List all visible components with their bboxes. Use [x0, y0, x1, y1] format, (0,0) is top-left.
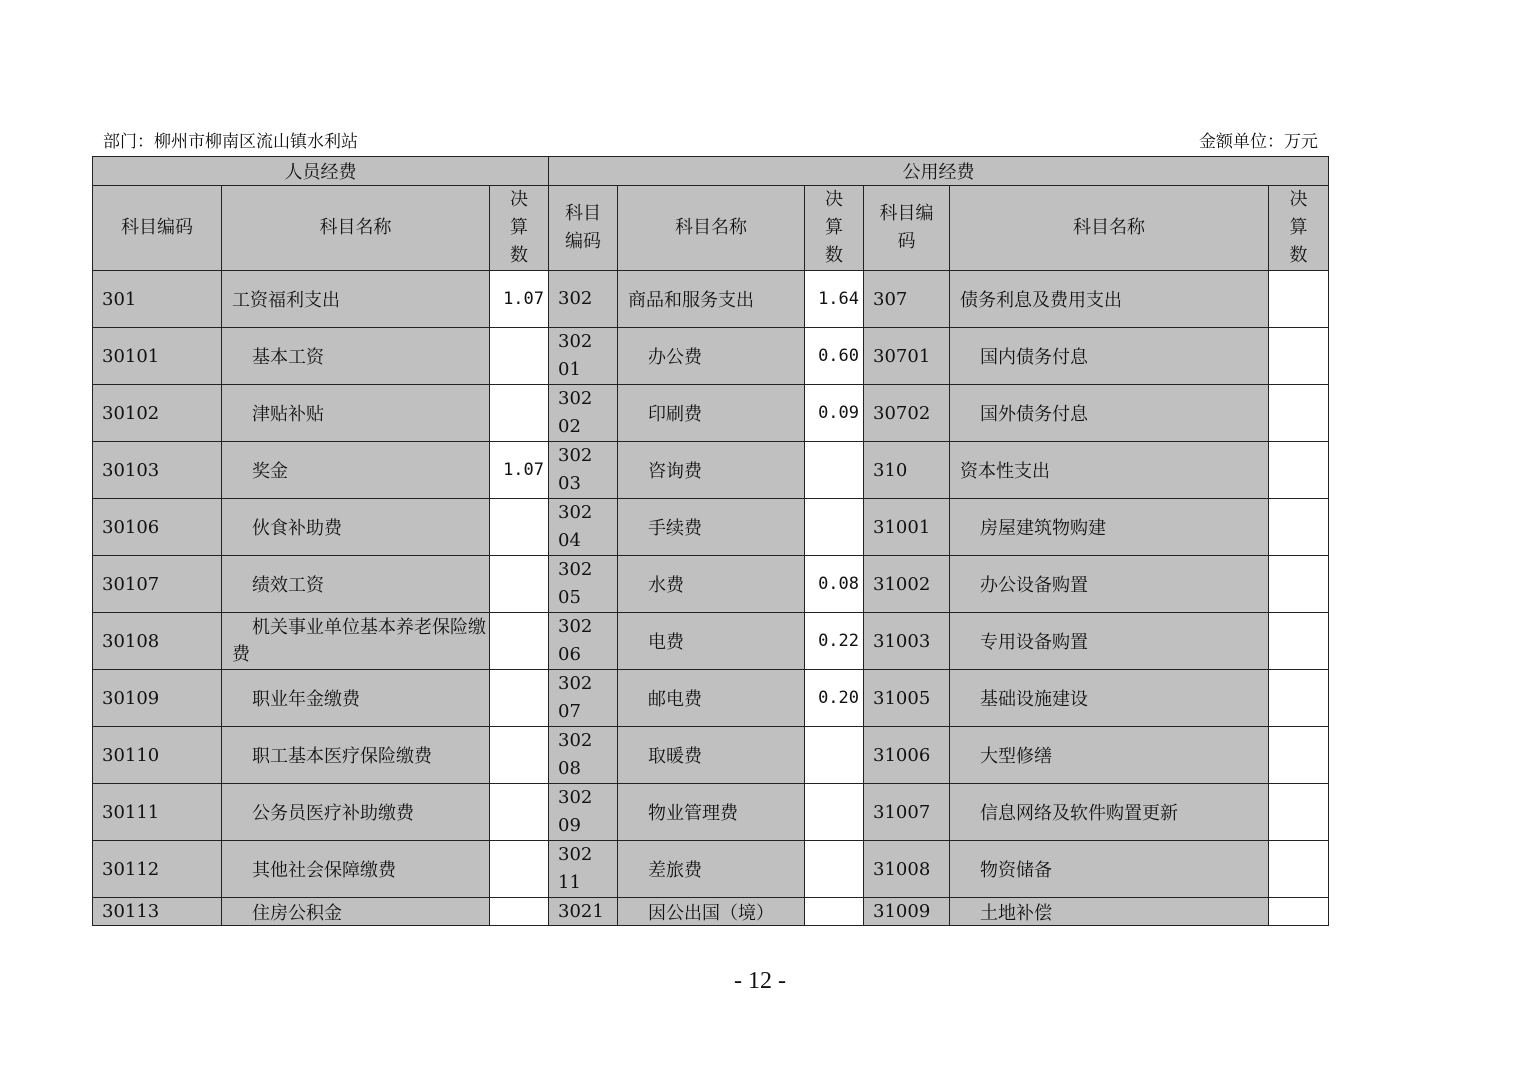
header-personnel-code: 科目编码 [93, 186, 222, 271]
personnel-name: 奖金 [222, 442, 490, 499]
other-code: 307 [864, 271, 950, 328]
page-number: - 12 - [734, 968, 786, 994]
other-code: 31009 [864, 898, 950, 926]
amount-unit-label: 金额单位：万元 [1199, 132, 1318, 152]
other-name: 办公设备购置 [950, 556, 1269, 613]
personnel-name: 职业年金缴费 [222, 670, 490, 727]
other-amount [1269, 841, 1329, 898]
personnel-name: 公务员医疗补助缴费 [222, 784, 490, 841]
personnel-code: 30113 [93, 898, 222, 926]
personnel-amount [490, 328, 549, 385]
other-amount [1269, 271, 1329, 328]
personnel-amount [490, 613, 549, 670]
public-amount: 1.64 [805, 271, 864, 328]
header-personnel-amount: 决算数 [490, 186, 549, 271]
table-row [93, 898, 1329, 926]
other-name: 国外债务付息 [950, 385, 1269, 442]
public-code: 30205 [549, 556, 618, 613]
public-name: 邮电费 [618, 670, 805, 727]
personnel-amount [490, 898, 549, 926]
personnel-code: 30106 [93, 499, 222, 556]
other-name: 基础设施建设 [950, 670, 1269, 727]
other-name: 土地补偿 [950, 898, 1269, 926]
personnel-code: 30111 [93, 784, 222, 841]
personnel-name: 住房公积金 [222, 898, 490, 926]
personnel-amount: 1.07 [490, 442, 549, 499]
header-other-amount: 决算数 [1269, 186, 1329, 271]
section-public: 公用经费 [549, 157, 1329, 186]
other-name: 专用设备购置 [950, 613, 1269, 670]
public-code: 30211 [549, 841, 618, 898]
header-personnel-name: 科目名称 [222, 186, 490, 271]
personnel-name: 伙食补助费 [222, 499, 490, 556]
personnel-name: 职工基本医疗保险缴费 [222, 727, 490, 784]
public-name: 取暖费 [618, 727, 805, 784]
personnel-code: 30102 [93, 385, 222, 442]
personnel-name: 基本工资 [222, 328, 490, 385]
public-name: 物业管理费 [618, 784, 805, 841]
personnel-amount: 1.07 [490, 271, 549, 328]
public-name: 差旅费 [618, 841, 805, 898]
other-amount [1269, 898, 1329, 926]
public-code: 30209 [549, 784, 618, 841]
public-name: 因公出国（境） [618, 898, 805, 926]
header-public-name: 科目名称 [618, 186, 805, 271]
public-code: 30207 [549, 670, 618, 727]
personnel-amount [490, 670, 549, 727]
table-row [93, 442, 1329, 499]
public-amount [805, 841, 864, 898]
personnel-amount [490, 499, 549, 556]
other-amount [1269, 385, 1329, 442]
other-code: 31002 [864, 556, 950, 613]
personnel-code: 30108 [93, 613, 222, 670]
other-name: 房屋建筑物购建 [950, 499, 1269, 556]
other-amount [1269, 670, 1329, 727]
personnel-amount [490, 556, 549, 613]
section-header-row [93, 157, 1329, 186]
other-code: 30702 [864, 385, 950, 442]
column-header-row [93, 186, 1329, 271]
table-row [93, 613, 1329, 670]
budget-table [92, 156, 1329, 926]
public-code: 30208 [549, 727, 618, 784]
public-name: 办公费 [618, 328, 805, 385]
table-row [93, 784, 1329, 841]
personnel-code: 301 [93, 271, 222, 328]
other-code: 30701 [864, 328, 950, 385]
section-personnel: 人员经费 [93, 157, 549, 186]
other-amount [1269, 613, 1329, 670]
table-row [93, 670, 1329, 727]
other-amount [1269, 499, 1329, 556]
table-row [93, 556, 1329, 613]
other-name: 资本性支出 [950, 442, 1269, 499]
public-code: 3021 [549, 898, 618, 926]
table-row [93, 271, 1329, 328]
public-name: 水费 [618, 556, 805, 613]
other-code: 31007 [864, 784, 950, 841]
other-code: 31008 [864, 841, 950, 898]
personnel-amount [490, 385, 549, 442]
other-amount [1269, 727, 1329, 784]
public-name: 电费 [618, 613, 805, 670]
public-amount [805, 442, 864, 499]
other-name: 国内债务付息 [950, 328, 1269, 385]
personnel-code: 30103 [93, 442, 222, 499]
department-label: 部门：柳州市柳南区流山镇水利站 [103, 132, 358, 152]
header-other-name: 科目名称 [950, 186, 1269, 271]
table-row [93, 328, 1329, 385]
public-amount: 0.20 [805, 670, 864, 727]
other-code: 310 [864, 442, 950, 499]
public-amount: 0.22 [805, 613, 864, 670]
other-name: 信息网络及软件购置更新 [950, 784, 1269, 841]
personnel-amount [490, 727, 549, 784]
other-amount [1269, 556, 1329, 613]
public-amount [805, 499, 864, 556]
personnel-name: 绩效工资 [222, 556, 490, 613]
personnel-name: 津贴补贴 [222, 385, 490, 442]
public-name: 商品和服务支出 [618, 271, 805, 328]
other-code: 31001 [864, 499, 950, 556]
public-amount [805, 898, 864, 926]
public-amount [805, 784, 864, 841]
other-name: 债务利息及费用支出 [950, 271, 1269, 328]
public-name: 手续费 [618, 499, 805, 556]
table-row [93, 727, 1329, 784]
public-code: 30204 [549, 499, 618, 556]
other-name: 大型修缮 [950, 727, 1269, 784]
public-code: 30201 [549, 328, 618, 385]
table-row [93, 841, 1329, 898]
public-amount [805, 727, 864, 784]
public-code: 30203 [549, 442, 618, 499]
other-name: 物资储备 [950, 841, 1269, 898]
personnel-name: 工资福利支出 [222, 271, 490, 328]
personnel-amount [490, 841, 549, 898]
personnel-amount [490, 784, 549, 841]
public-amount: 0.09 [805, 385, 864, 442]
personnel-name: 机关事业单位基本养老保险缴费 [222, 613, 490, 670]
table-row [93, 499, 1329, 556]
public-name: 咨询费 [618, 442, 805, 499]
public-name: 印刷费 [618, 385, 805, 442]
public-code: 30202 [549, 385, 618, 442]
personnel-code: 30107 [93, 556, 222, 613]
other-code: 31005 [864, 670, 950, 727]
other-amount [1269, 442, 1329, 499]
personnel-code: 30112 [93, 841, 222, 898]
other-amount [1269, 328, 1329, 385]
personnel-code: 30109 [93, 670, 222, 727]
other-amount [1269, 784, 1329, 841]
header-public-code: 科目编码 [549, 186, 618, 271]
personnel-code: 30101 [93, 328, 222, 385]
public-amount: 0.08 [805, 556, 864, 613]
header-other-code: 科目编码 [864, 186, 950, 271]
other-code: 31003 [864, 613, 950, 670]
personnel-code: 30110 [93, 727, 222, 784]
public-code: 30206 [549, 613, 618, 670]
personnel-name: 其他社会保障缴费 [222, 841, 490, 898]
header-public-amount: 决算数 [805, 186, 864, 271]
table-row [93, 385, 1329, 442]
public-code: 302 [549, 271, 618, 328]
other-code: 31006 [864, 727, 950, 784]
public-amount: 0.60 [805, 328, 864, 385]
